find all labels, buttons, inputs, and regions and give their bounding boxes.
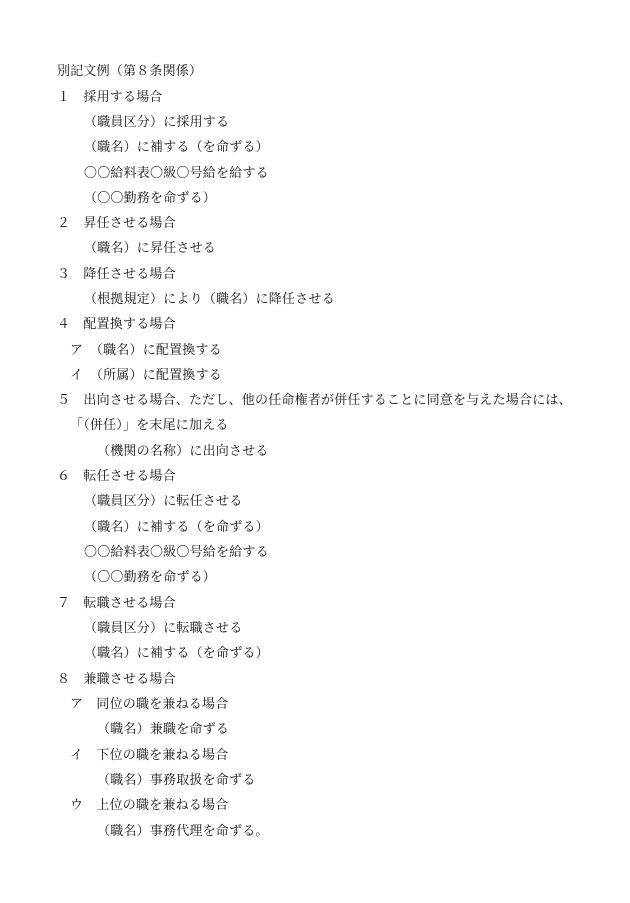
example-line: （職員区分）に採用する: [84, 115, 230, 130]
section-heading-5: ５ 出向させる場合、ただし、他の任命権者が併任することに同意を与えた場合には、: [57, 393, 572, 408]
section-heading-1: １ 採用する場合: [57, 90, 163, 105]
continuation-line: 「（併任）」を末尾に加える: [70, 418, 229, 433]
sub-item-line: イ 下位の職を兼ねる場合: [70, 748, 229, 763]
section-heading-8: ８ 兼職させる場合: [57, 672, 176, 687]
section-heading-7: ７ 転職させる場合: [57, 596, 176, 611]
example-line: （職員区分）に転任させる: [84, 494, 243, 509]
example-line: （機関の名称）に出向させる: [97, 444, 269, 459]
example-line: （職名）事務代理を命ずる。: [97, 824, 269, 839]
example-line: （〇〇勤務を命ずる）: [84, 191, 217, 206]
section-heading-2: ２ 昇任させる場合: [57, 216, 176, 231]
sub-item-line: イ （所属）に配置換する: [70, 368, 222, 383]
sub-item-line: ウ 上位の職を兼ねる場合: [70, 798, 229, 813]
example-line: （職名）に昇任させる: [84, 241, 217, 256]
example-line: （職名）に補する（を命ずる）: [84, 520, 269, 535]
section-heading-4: ４ 配置換する場合: [57, 317, 176, 332]
example-line: 〇〇給料表〇級〇号給を給する: [84, 166, 269, 181]
example-line: （職名）事務取扱を命ずる: [97, 773, 256, 788]
example-line: （職名）兼職を命ずる: [97, 722, 230, 737]
document-title: 別記文例（第８条関係）: [57, 64, 203, 79]
example-line: （根拠規定）により（職名）に降任させる: [84, 292, 335, 307]
example-line: （職員区分）に転職させる: [84, 621, 243, 636]
example-line: 〇〇給料表〇級〇号給を給する: [84, 545, 269, 560]
sub-item-line: ア （職名）に配置換する: [70, 343, 222, 358]
sub-item-line: ア 同位の職を兼ねる場合: [70, 697, 229, 712]
example-line: （職名）に補する（を命ずる）: [84, 140, 269, 155]
example-line: （〇〇勤務を命ずる）: [84, 570, 217, 585]
example-line: （職名）に補する（を命ずる）: [84, 646, 269, 661]
section-heading-3: ３ 降任させる場合: [57, 267, 176, 282]
section-heading-6: ６ 転任させる場合: [57, 469, 176, 484]
